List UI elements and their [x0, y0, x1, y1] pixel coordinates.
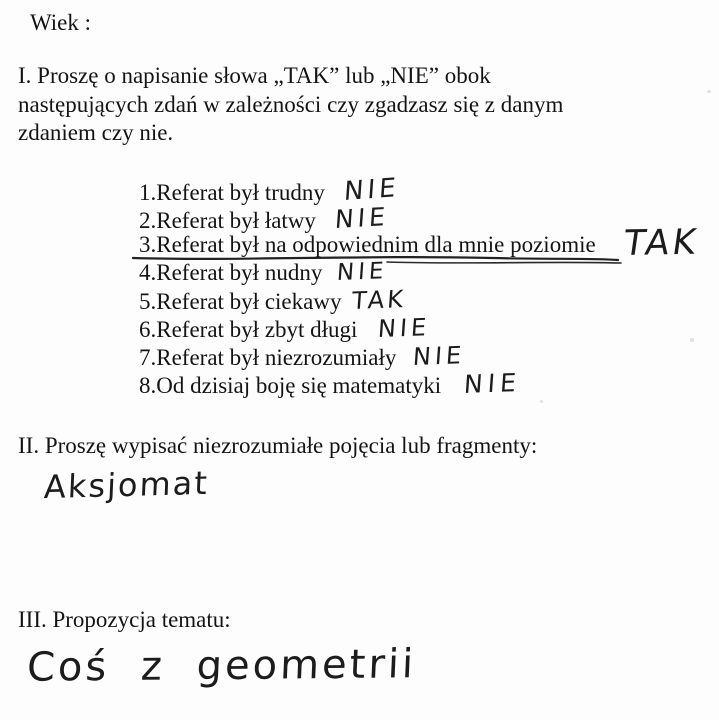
survey-item: [139, 172, 596, 207]
handwritten-answer: TAK: [621, 222, 702, 265]
section1-heading: [18, 62, 563, 148]
section2-heading: II. Proszę wypisać niezrozumiałe pojęcia lub fragmenty:: [18, 433, 538, 458]
section3-heading: III. Propozycja tematu:: [18, 607, 231, 632]
survey-item: [139, 315, 596, 343]
item-label: 7.Referat był niezrozumiały: [139, 344, 397, 370]
survey-item: [139, 370, 596, 398]
survey-item: [139, 340, 596, 371]
section2-handwritten-answer: Aksjomat: [43, 463, 210, 507]
handwritten-answer: NIE: [336, 257, 389, 286]
item-label: 6.Referat był zbyt długi: [139, 316, 358, 342]
item-label: 3.Referat był na odpowiednim dla mnie poziomie: [139, 232, 596, 258]
scan-speck: [707, 90, 711, 93]
handwritten-answer: NIE: [412, 340, 467, 371]
handwritten-answer: NIE: [342, 172, 401, 207]
item-label: 8.Od dzisiaj boję się matematyki: [139, 373, 442, 399]
handwritten-answer: TAK: [351, 285, 408, 316]
section3-handwritten-answer: Coś z geometrii: [26, 641, 418, 691]
item-label: 5.Referat był ciekawy: [139, 289, 342, 315]
handwritten-answer: NIE: [377, 313, 432, 343]
survey-item: [139, 287, 596, 315]
section1-heading-line: zdaniem czy nie.: [18, 120, 174, 145]
survey-item: [139, 222, 702, 265]
age-label: Wiek :: [30, 10, 92, 35]
section1-heading-line: następujących zdań w zależności czy zgadzasz się z danym: [18, 91, 564, 117]
handwritten-answer: NIE: [462, 368, 522, 400]
scan-speck: [690, 338, 694, 342]
section1-heading-line: I. Proszę o napisanie słowa „TAK” lub „NIE” obok: [18, 63, 491, 88]
item-label: 2.Referat był łatwy: [139, 207, 316, 233]
item-label: 1.Referat był trudny: [139, 180, 325, 205]
survey-item-list: [139, 172, 702, 400]
item-label: 4.Referat był nudny: [139, 259, 323, 285]
scan-speck: [540, 400, 543, 403]
survey-item: [139, 257, 596, 288]
survey-item: [139, 201, 596, 234]
handwritten-answer: NIE: [333, 201, 390, 234]
